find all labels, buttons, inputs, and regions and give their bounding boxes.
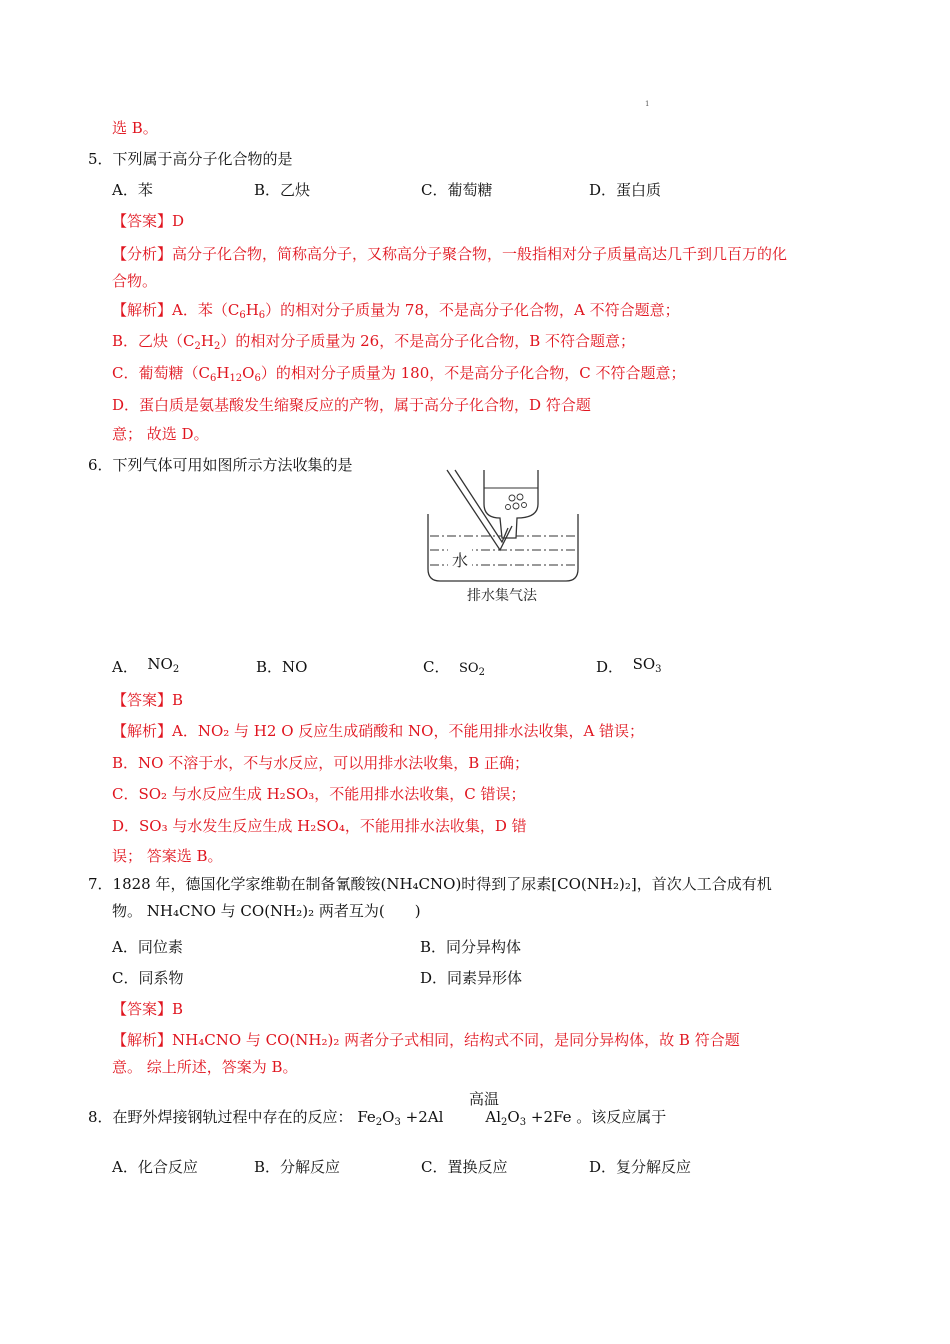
q5-stem: 5．下列属于高分子化合物的是 xyxy=(88,150,293,168)
q6-answer: 【答案】B xyxy=(112,691,184,709)
q6-option-b: B．NO xyxy=(256,658,308,676)
q5-answer: 【答案】D xyxy=(112,212,185,230)
q6-explain-a: 【解析】A．NO₂ 与 H2 O 反应生成硝酸和 NO，不能用排水法收集，A 错误； xyxy=(112,722,645,740)
q6-explain-d-line2: 误； 答案选 B。 xyxy=(112,847,223,865)
q5-option-c: C．葡萄糖 xyxy=(421,181,493,199)
q6-option-c: C． $SO_2$ xyxy=(423,658,485,678)
q5-analysis-line1: 【分析】高分子化合物，简称高分子，又称高分子聚合物，一般指相对分子质量高达几千到几百万的化 xyxy=(112,245,788,263)
q7-stem-line1: 7．1828 年，德国化学家维勒在制备氰酸铵(NH₄CNO)时得到了尿素[CO(NH₂)₂]，首次人工合成有机 xyxy=(88,875,772,893)
q5-option-b: B．乙炔 xyxy=(254,181,311,199)
water-label: 水 xyxy=(451,551,469,570)
q6-explain-b: B．NO 不溶于水，不与水反应，可以用排水法收集，B 正确； xyxy=(112,754,530,772)
previous-answer-tail: 选 B。 xyxy=(112,119,158,137)
q6-explain-d-line1: D．SO₃ 与水发生反应生成 H₂SO₄，不能用排水法收集，D 错 xyxy=(112,817,527,835)
q7-option-b: B．同分异构体 xyxy=(420,938,522,956)
q6-option-d: D． $SO_3$ xyxy=(596,655,662,676)
q8-reaction-condition: 高温 xyxy=(469,1090,500,1108)
q7-explain-line2: 意。 综上所述，答案为 B。 xyxy=(112,1058,298,1076)
q5-explain-c: C．葡萄糖$(C_6H_{12}O_6)$的相对分子质量为 180，不是高分子化合物，C 不符合题意； xyxy=(112,364,686,384)
q8-option-b: B．分解反应 xyxy=(254,1158,341,1176)
q8-stem: 8．在野外焊接钢轨过程中存在的反应： $Fe_2O_3 +2Al$ $Al_2O_3 +2Fe$ 。该反应属于 xyxy=(88,1108,667,1128)
q8-option-c: C．置换反应 xyxy=(421,1158,508,1176)
q8-option-a: A．化合反应 xyxy=(112,1158,198,1176)
q5-explain-b: B．乙炔$(C_2H_2)$的相对分子质量为 26，不是高分子化合物，B 不符合题意； xyxy=(112,332,636,352)
q6-stem: 6．下列气体可用如图所示方法收集的是 xyxy=(88,456,353,474)
q7-stem-line2: 物。 NH₄CNO 与 CO(NH₂)₂ 两者互为( ) xyxy=(112,902,421,920)
q7-answer: 【答案】B xyxy=(112,1000,184,1018)
q6-explain-c: C．SO₂ 与水反应生成 H₂SO₃，不能用排水法收集，C 错误； xyxy=(112,785,526,803)
q5-explain-a: 【解析】A．苯$(C_6H_6)$的相对分子质量为 78，不是高分子化合物，A 不符合题意； xyxy=(112,301,680,321)
q7-option-a: A．同位素 xyxy=(112,938,183,956)
q5-explain-d-line2: 意； 故选 D。 xyxy=(112,425,209,443)
q7-option-c: C．同系物 xyxy=(112,969,184,987)
q6-option-a: A． $NO_2$ xyxy=(112,655,180,676)
q8-option-d: D．复分解反应 xyxy=(589,1158,692,1176)
page-mark: 1 xyxy=(645,100,650,108)
q5-option-a: A．苯 xyxy=(112,181,153,199)
q5-option-d: D．蛋白质 xyxy=(589,181,662,199)
water-displacement-figure xyxy=(420,466,585,606)
figure-caption: 排水集气法 xyxy=(467,588,537,604)
q5-analysis-line2: 合物。 xyxy=(112,272,158,290)
q7-option-d: D．同素异形体 xyxy=(420,969,523,987)
q5-explain-d-line1: D．蛋白质是氨基酸发生缩聚反应的产物，属于高分子化合物，D 符合题 xyxy=(112,396,591,414)
q7-explain-line1: 【解析】NH₄CNO 与 CO(NH₂)₂ 两者分子式相同，结构式不同，是同分异构体，故 B 符合题 xyxy=(112,1031,740,1049)
